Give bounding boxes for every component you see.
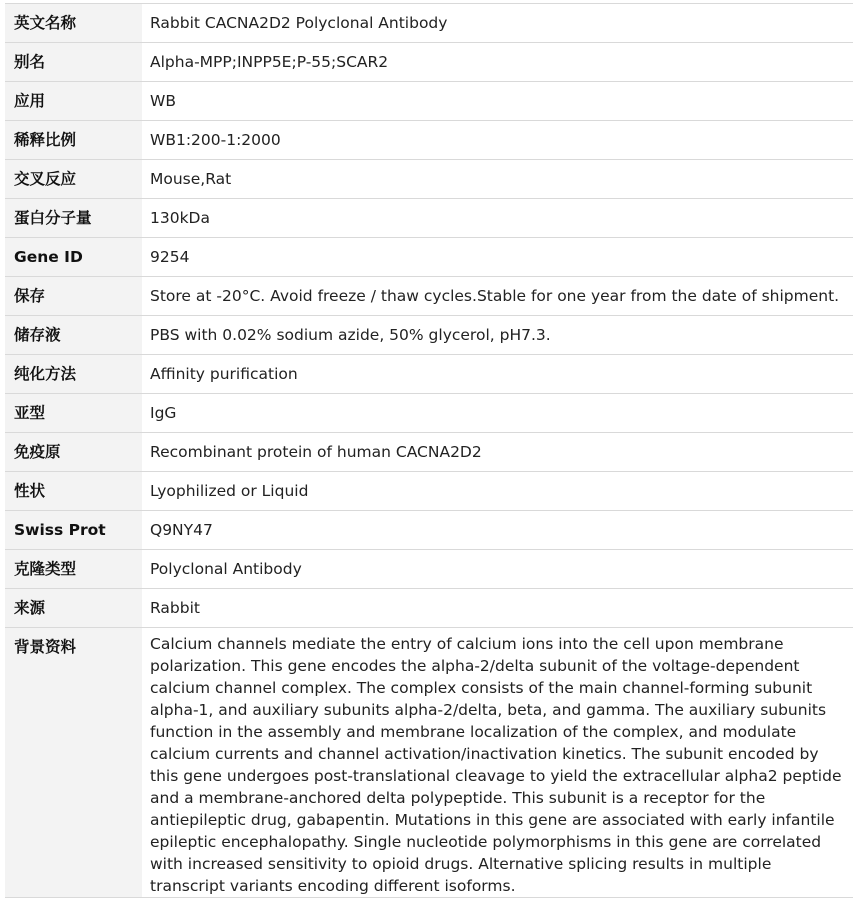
spec-value: Affinity purification xyxy=(142,355,853,394)
product-spec-table xyxy=(5,3,853,898)
spec-row-gene-id xyxy=(5,238,853,277)
spec-row-reactivity xyxy=(5,160,853,199)
spec-label: 来源 xyxy=(5,589,142,628)
spec-label: 应用 xyxy=(5,82,142,121)
spec-value: Rabbit CACNA2D2 Polyclonal Antibody xyxy=(142,4,853,43)
spec-value: Polyclonal Antibody xyxy=(142,550,853,589)
spec-label: 英文名称 xyxy=(5,4,142,43)
spec-row-dilution xyxy=(5,121,853,160)
spec-label: 免疫原 xyxy=(5,433,142,472)
spec-value: Store at -20°C. Avoid freeze / thaw cycles.Stable for one year from the date of shipment. xyxy=(142,277,853,316)
spec-label: 保存 xyxy=(5,277,142,316)
spec-row-english-name xyxy=(5,4,853,43)
spec-value: WB1:200-1:2000 xyxy=(142,121,853,160)
spec-label: 交叉反应 xyxy=(5,160,142,199)
spec-row-alias xyxy=(5,43,853,82)
spec-row-molecular-weight xyxy=(5,199,853,238)
spec-row-purification xyxy=(5,355,853,394)
spec-value: 9254 xyxy=(142,238,853,277)
spec-label: 稀释比例 xyxy=(5,121,142,160)
spec-row-background xyxy=(5,628,853,898)
spec-value: PBS with 0.02% sodium azide, 50% glycerol, pH7.3. xyxy=(142,316,853,355)
spec-row-isotype xyxy=(5,394,853,433)
spec-row-swiss-prot xyxy=(5,511,853,550)
spec-value: Mouse,Rat xyxy=(142,160,853,199)
spec-label: 纯化方法 xyxy=(5,355,142,394)
spec-label: 储存液 xyxy=(5,316,142,355)
spec-label: Swiss Prot xyxy=(5,511,142,550)
spec-value: 130kDa xyxy=(142,199,853,238)
spec-row-form xyxy=(5,472,853,511)
spec-label: 克隆类型 xyxy=(5,550,142,589)
spec-value: Alpha-MPP;INPP5E;P-55;SCAR2 xyxy=(142,43,853,82)
spec-row-immunogen xyxy=(5,433,853,472)
spec-row-buffer xyxy=(5,316,853,355)
spec-label: 蛋白分子量 xyxy=(5,199,142,238)
spec-label: 性状 xyxy=(5,472,142,511)
spec-row-application xyxy=(5,82,853,121)
spec-value: WB xyxy=(142,82,853,121)
spec-label: 亚型 xyxy=(5,394,142,433)
spec-value: Lyophilized or Liquid xyxy=(142,472,853,511)
background-text: Calcium channels mediate the entry of calcium ions into the cell upon membrane polarization. This gene encodes the alpha-2/delta subunit of the voltage-dependent calcium channel complex. The complex consists of the main channel-forming subunit alpha-1, and auxiliary subunits alpha-2/delta, beta, and gamma. The auxiliary subunits function in the assembly and membrane localization of the complex, and modulate calcium currents and channel activation/inactivation kinetics. The subunit encoded by this gene undergoes post-translational cleavage to yield the extracellular alpha2 peptide and a membrane-anchored delta polypeptide. This subunit is a receptor for the antiepileptic drug, gabapentin. Mutations in this gene are associated with early infantile epileptic encephalopathy. Single nucleotide polymorphisms in this gene are correlated with increased sensitivity to opioid drugs. Alternative splicing results in multiple transcript variants encoding different isoforms. xyxy=(142,628,853,898)
spec-row-clonality xyxy=(5,550,853,589)
spec-row-storage xyxy=(5,277,853,316)
spec-value: Recombinant protein of human CACNA2D2 xyxy=(142,433,853,472)
spec-label: 背景资料 xyxy=(5,628,142,898)
spec-label: 别名 xyxy=(5,43,142,82)
spec-value: IgG xyxy=(142,394,853,433)
spec-label: Gene ID xyxy=(5,238,142,277)
spec-row-host xyxy=(5,589,853,628)
spec-value: Q9NY47 xyxy=(142,511,853,550)
spec-value: Rabbit xyxy=(142,589,853,628)
